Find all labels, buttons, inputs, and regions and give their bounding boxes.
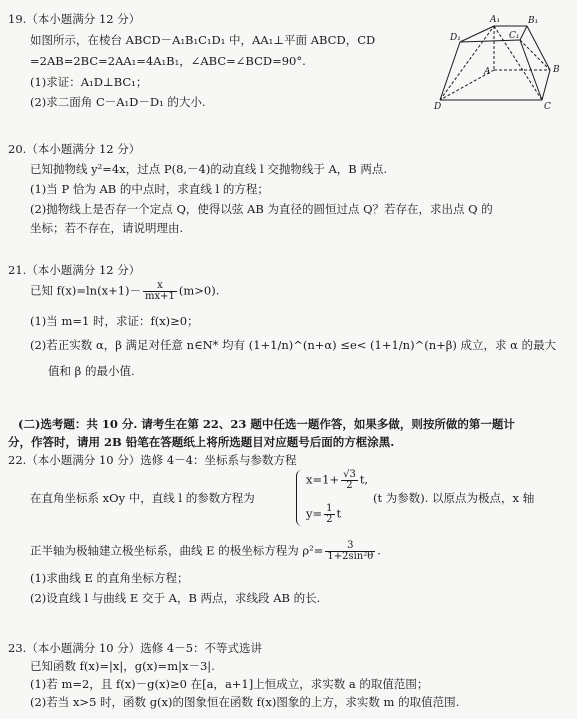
edge-dd1 [440, 42, 460, 100]
q23-title: 23.（本小题满分 10 分）选修 4－5：不等式选讲 [8, 641, 263, 655]
q20-part2-cont: 坐标；若不存在，请说明理由. [30, 221, 184, 235]
label-a: A [484, 67, 491, 77]
q21-part2 [30, 340, 556, 352]
q22-brace [296, 470, 305, 526]
q21-line1 [30, 281, 219, 302]
q21-part2-a: (2)若正实数 α，β 满足对任意 n∈N* 均有 [30, 338, 246, 352]
q22-line1-pre: 在直角坐标系 xOy 中，直线 l 的参数方程为 [30, 491, 255, 505]
q22-eq2 [306, 504, 341, 525]
q22-eq2-frac [324, 504, 334, 525]
label-d1: D₁ [450, 33, 461, 43]
q22-eq2-pre: y= [306, 506, 323, 521]
q20-part2: (2)抛物线上是否存一个定点 Q，使得以弦 AB 为直径的圆恒过点 Q？若存在，求出点 Q 的 [30, 202, 493, 216]
q22-eq1-den: 2 [346, 480, 353, 491]
q19-title: 19.（本小题满分 12 分） [8, 12, 141, 26]
q22-eq2-den: 2 [326, 514, 333, 525]
q22-eq1-num: √3 [343, 469, 356, 480]
q21-line1-post: (m>0). [178, 283, 220, 298]
q21-frac-num: x [143, 281, 177, 292]
q22-eq2-num: 1 [326, 503, 333, 514]
edge-bc [542, 70, 550, 100]
label-c: C [544, 102, 551, 112]
label-d: D [434, 102, 442, 112]
q22-line2-post: . [377, 543, 381, 558]
edge-bb1 [527, 26, 550, 70]
q22-eq1-post: t, [359, 472, 369, 487]
q22-line2 [30, 541, 381, 562]
q23-part2: (2)若当 x>5 时，函数 g(x)的图象恒在函数 f(x)图象的上方，求实数 m 的取值范围. [30, 695, 460, 709]
q19-line2: =2AB=2BC=2AA₁=4A₁B₁，∠ABC=∠BCD=90°. [30, 54, 306, 68]
edge-da1 [440, 26, 494, 100]
q19-part1: (1)求证：A₁D⊥BC₁； [30, 75, 148, 89]
q21-part1: (1)当 m=1 时，求证：f(x)≥0； [30, 314, 199, 328]
label-a1: A₁ [490, 15, 501, 25]
q21-part2-c: 成立，求 α 的最大 [460, 338, 557, 352]
label-b: B [553, 65, 560, 75]
q19-part2: (2)求二面角 C－A₁D－D₁ 的大小. [30, 95, 206, 109]
frustum-figure [432, 12, 574, 112]
q22-eq1-frac [341, 470, 358, 491]
q19-line1: 如图所示，在棱台 ABCD－A₁B₁C₁D₁ 中，AA₁⊥平面 ABCD，CD [30, 33, 376, 47]
edge-b1c1 [520, 26, 527, 40]
q21-line1-pre: 已知 f(x)=ln(x+1)－ [30, 283, 142, 298]
q22-eq1-pre: x=1+ [306, 472, 340, 487]
elective-line1: (二)选考题：共 10 分. 请考生在第 22、23 题中任选一题作答，如果多做，则按所做的第一题计 [18, 417, 515, 431]
q22-title: 22.（本小题满分 10 分）选修 4－4：坐标系与参数方程 [8, 453, 297, 467]
q21-part2-cont: 值和 β 的最小值. [48, 364, 135, 378]
elective-line2: 分，作答时，请用 2B 铅笔在答题纸上将所选题目对应题号后面的方框涂黑. [8, 435, 395, 449]
q22-line1-post: (t 为参数). 以原点为极点，x 轴 [373, 491, 535, 505]
q20-title: 20.（本小题满分 12 分） [8, 142, 141, 156]
q21-part2-ineq: (1+1/n)^(n+α) ≤e< (1+1/n)^(n+β) [248, 338, 457, 352]
q21-fraction [143, 281, 177, 302]
label-c1: C₁ [509, 31, 520, 41]
edge-d1a1 [460, 26, 494, 42]
q22-line2-num: 3 [325, 541, 375, 552]
q21-frac-den: mx+1 [145, 291, 175, 302]
label-b1: B₁ [528, 16, 539, 26]
q22-part1: (1)求曲线 E 的直角坐标方程； [30, 571, 189, 585]
q22-line2-pre: 正半轴为极轴建立极坐标系，曲线 E 的极坐标方程为 ρ²= [30, 543, 324, 558]
q22-line2-den: 1+2sin²θ [327, 551, 374, 562]
q22-part2: (2)设直线 l 与曲线 E 交于 A，B 两点，求线段 AB 的长. [30, 591, 321, 605]
q22-eq2-post: t [336, 506, 342, 521]
q22-eq1 [306, 470, 368, 491]
q23-line1: 已知函数 f(x)=|x|，g(x)=m|x－3|. [30, 659, 215, 673]
edge-c1b [520, 40, 550, 70]
q23-part1: (1)若 m=2，且 f(x)－g(x)≥0 在[a，a+1]上恒成立，求实数 a 的取值范围； [30, 677, 429, 691]
q21-title: 21.（本小题满分 12 分） [8, 263, 141, 277]
q22-line2-frac [325, 541, 375, 562]
q20-part1: (1)当 P 恰为 AB 的中点时，求直线 l 的方程； [30, 182, 269, 196]
q20-line1: 已知抛物线 y²=4x，过点 P(8,－4)的动直线 l 交抛物线于 A，B 两点. [30, 162, 388, 176]
